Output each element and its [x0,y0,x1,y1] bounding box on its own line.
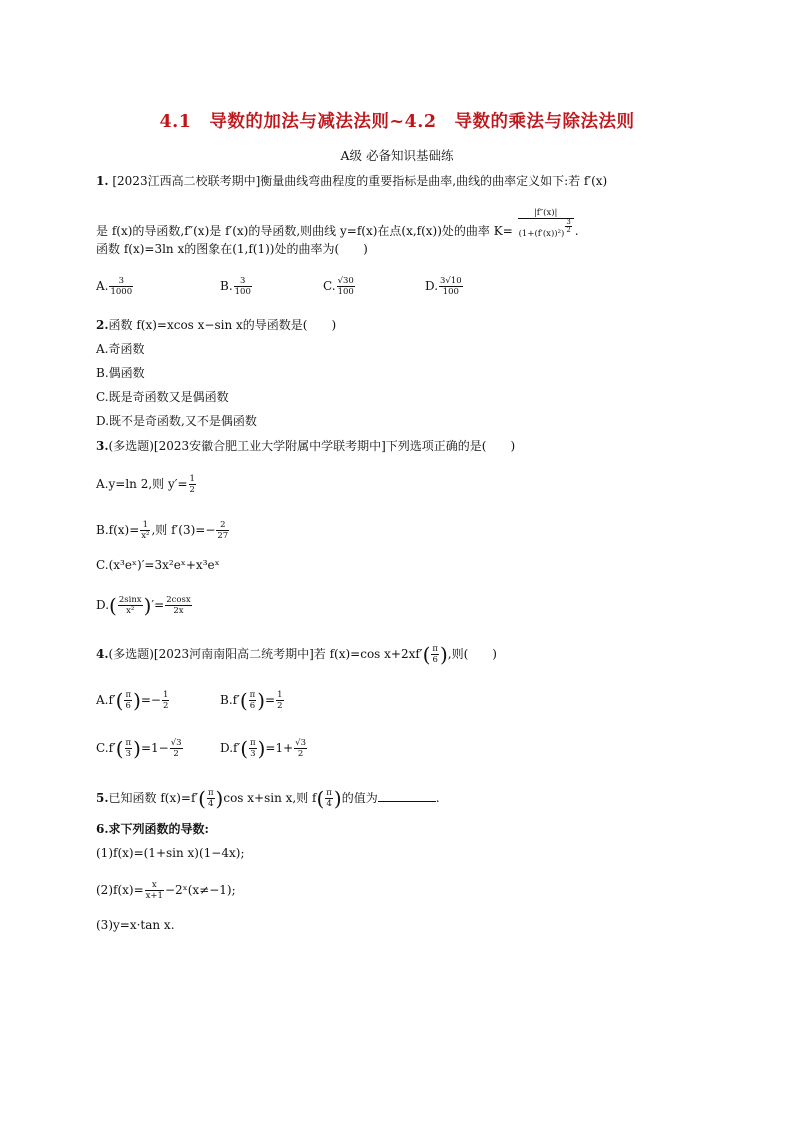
q3-number: 3. [96,439,109,453]
q5-stem: 5.已知函数 f(x)=f′( $\frac{\pi}{4}$ )cos x+sin x,则 f( $\frac{\pi}{4}$ )的值为 . [96,786,440,811]
section-subtitle: A级 必备知识基础练 [340,148,454,163]
q4-option-a[interactable]: A.f′( $\frac{\pi}{6}$ )=− $\frac{1}{2}$ [96,688,169,713]
q2-option-a[interactable]: A.奇函数 [96,342,145,356]
q1-text-line2: 是 f(x)的导函数,f″(x)是 f′(x)的导函数,则曲线 y=f(x)在点(x,f(x))处的曲率 K= [96,223,513,238]
q1-text-line1: [2023江西高二校联考期中]衡量曲线弯曲程度的重要指标是曲率,曲线的曲率定义如下:若 f′(x) [112,174,608,188]
q2-option-d[interactable]: D.既不是奇函数,又不是偶函数 [96,414,257,428]
q3-option-c[interactable]: C.(x³eˣ)′=3x²eˣ+x³eˣ [96,558,220,572]
q1-line2: 是 f(x)的导函数,f″(x)是 f′(x)的导函数,则曲线 y=f(x)在点(x,f(x))处的曲率 K= |f″(x)| (1+(f′(x))²) $\frac{3}{2}$ . [96,208,579,239]
q1-line3: 函数 f(x)=3ln x的图象在(1,f(1))处的曲率为( ) [96,242,368,256]
q2-number: 2. [96,318,109,332]
q4-option-b[interactable]: B.f′( $\frac{\pi}{6}$ )= $\frac{1}{2}$ [220,688,283,713]
q6-item-1: (1)f(x)=(1+sin x)(1−4x); [96,846,245,860]
q2-stem: 2.函数 f(x)=xcos x−sin x的导函数是( ) [96,318,337,332]
q6-item-3: (3)y=x·tan x. [96,918,175,932]
q6-number: 6. [96,822,109,836]
q4-stem: 4.(多选题)[2023河南南阳高二统考期中]若 f(x)=cos x+2xf′( $\frac{\pi}{6}$ ),则( ) [96,642,497,667]
q1-number: 1. [96,174,109,188]
q6-stem: 6.求下列函数的导数: [96,822,209,836]
q3-stem: 3.(多选题)[2023安徽合肥工业大学附属中学联考期中]下列选项正确的是( ) [96,439,516,453]
q3-option-a[interactable]: A.y=ln 2,则 y′= $\frac{1}{2}$ [96,474,195,495]
q3-option-b[interactable]: B.f(x)= $\frac{1}{\text{x²}}$ ,则 f′(3)=− $\frac{2}{27}$ [96,520,229,541]
curvature-numerator: |f″(x)| [518,208,574,219]
q1-option-d[interactable]: D. $\frac{3√10}{100}$ [425,276,462,297]
q2-option-c[interactable]: C.既是奇函数又是偶函数 [96,390,229,404]
curvature-exponent: $\frac{3}{2}$ [566,218,571,234]
q4-number: 4. [96,647,109,661]
q1-line1 [96,172,607,190]
q2-option-b[interactable]: B.偶函数 [96,366,145,380]
q5-number: 5. [96,791,109,805]
q6-item-2: (2)f(x)= $\frac{x}{x+1}$ −2ˣ(x≠−1); [96,880,236,901]
q4-option-d[interactable]: D.f′( $\frac{\pi}{3}$ )=1+ $\frac{√3}{2}$ [220,736,306,761]
q3-option-d[interactable]: D.( $\frac{2\sin x}{\text{x²}}$ )′= $\frac{2\cos x}{2x}$ [96,593,191,618]
q1-option-c[interactable]: C. $\frac{√30}{100}$ [323,276,354,297]
q5-answer-blank[interactable] [378,801,436,802]
curvature-denominator: (1+(f′(x))²) [518,228,565,239]
curvature-fraction [518,208,574,239]
q1-option-a[interactable]: A. $\frac{3}{1000}$ [96,276,133,297]
q1-option-b[interactable]: B. $\frac{3}{100}$ [220,276,251,297]
q4-option-c[interactable]: C.f′( $\frac{\pi}{3}$ )=1− $\frac{√3}{2}$ [96,736,182,761]
page-title: 4.1 导数的加法与减法法则~4.2 导数的乘法与除法法则 [159,112,635,132]
